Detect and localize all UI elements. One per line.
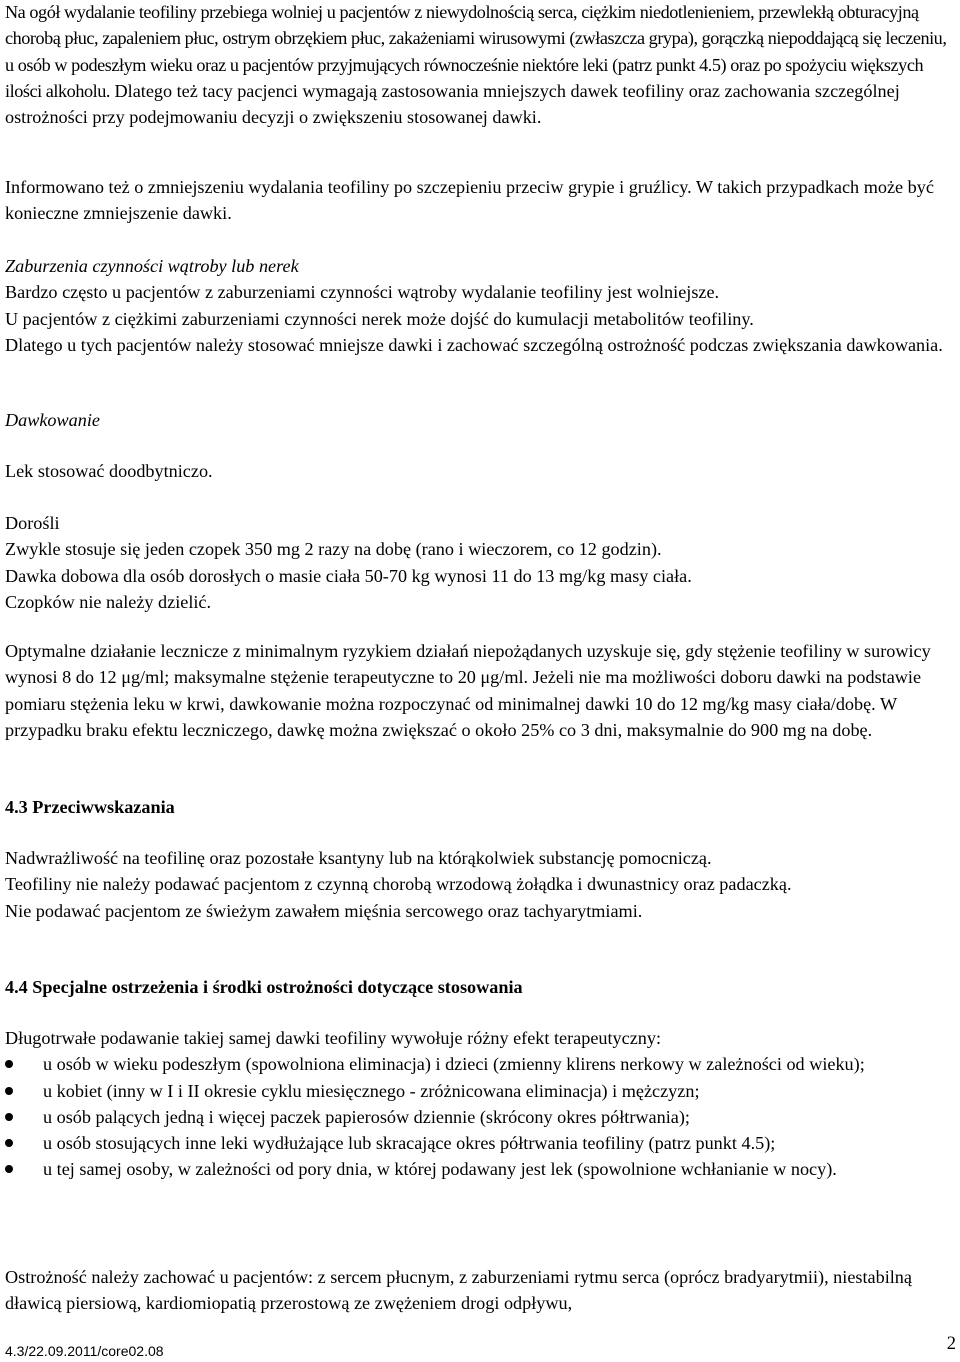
adults-no-split: Czopków nie należy dzielić.: [5, 591, 212, 612]
warnings-list: [5, 1051, 953, 1182]
vaccination-paragraph: Informowano też o zmniejszeniu wydalania teofiliny po szczepieniu przeciw grypie i gruźlicy. W takich przypadkach może być konieczne zmniejszenie dawki.: [5, 177, 934, 224]
list-item-text: u kobiet (inny w I i II okresie cyklu miesięcznego - zróżnicowana eliminacja) i mężczyzn;: [43, 1080, 700, 1101]
contraindication-ulcer-epilepsy: Teofiliny nie należy podawać pacjentom z czynną chorobą wrzodową żołądka i dwunastnicy oraz padaczką.: [5, 874, 792, 895]
contraindications-section: [5, 845, 953, 924]
liver-kidney-section: [5, 253, 953, 358]
document-identifier: 4.3/22.09.2011/core02.08: [5, 1343, 164, 1359]
list-item-text: u tej samej osoby, w zależności od pory dnia, w której podawany jest lek (spowolnione wchłanianie w nocy).: [43, 1159, 837, 1180]
contraindications-heading: 4.3 Przeciwwskazania: [5, 797, 175, 817]
warnings-section: [5, 1025, 953, 1183]
list-item: [5, 1078, 953, 1104]
dosage-route: Lek stosować doodbytniczo.: [5, 461, 213, 481]
list-item-text: u osób w wieku podeszłym (spowolniona eliminacja) i dzieci (zmienny klirens nerkowy w zależności od wieku);: [43, 1054, 865, 1075]
caution-paragraph: Ostrożność należy zachować u pacjentów: z sercem płucnym, z zaburzeniami rytmu serca (oprócz bradyarytmii), niestabilną dławicą piersiową, kardiomiopatią przerostową ze zwężeniem drogi odpływu,: [5, 1267, 912, 1314]
liver-kidney-advice: Dlatego u tych pacjentów należy stosować mniejsze dawki i zachować szczególną ostrożność podczas zwiększania dawkowania.: [5, 334, 943, 355]
list-item: [5, 1104, 953, 1130]
intro-paragraph: [5, 0, 953, 130]
bullet-icon: [5, 1087, 13, 1095]
list-item: [5, 1130, 953, 1156]
contraindication-hypersensitivity: Nadwrażliwość na teofilinę oraz pozostałe ksantyny lub na którąkolwiek substancję pomocniczą.: [5, 848, 712, 868]
adults-daily-dose: Dawka dobowa dla osób dorosłych o masie ciała 50-70 kg wynosi 11 do 13 mg/kg masy ciała.: [5, 565, 692, 586]
intro-text-continued: Dlatego też tacy pacjenci wymagają zastosowania mniejszych dawek teofiliny oraz zachowania szczególnej ostrożności przy podejmowaniu decyzji o zwiększeniu stosowanej dawki.: [5, 80, 900, 128]
page-number: 2: [946, 1334, 956, 1354]
bullet-icon: [5, 1113, 13, 1121]
list-item: [5, 1156, 953, 1182]
bullet-icon: [5, 1139, 13, 1147]
liver-kidney-heading: Zaburzenia czynności wątroby lub nerek: [5, 256, 299, 276]
warnings-heading: 4.4 Specjalne ostrzeżenia i środki ostrożności dotyczące stosowania: [5, 977, 523, 997]
adults-section: [5, 510, 953, 615]
list-item: [5, 1051, 953, 1077]
adults-dose: Zwykle stosuje się jeden czopek 350 mg 2 razy na dobę (rano i wieczorem, co 12 godzin).: [5, 539, 662, 560]
bullet-icon: [5, 1060, 13, 1068]
liver-text: Bardzo często u pacjentów z zaburzeniami czynności wątroby wydalanie teofiliny jest wolniejsze.: [5, 282, 720, 303]
list-item-text: u osób palących jedną i więcej paczek papierosów dziennie (skrócony okres półtrwania);: [43, 1106, 690, 1127]
contraindication-infarction: Nie podawać pacjentom ze świeżym zawałem mięśnia sercowego oraz tachyarytmiami.: [5, 900, 643, 921]
list-item-text: u osób stosujących inne leki wydłużające lub skracające okres półtrwania teofiliny (patrz punkt 4.5);: [43, 1133, 776, 1154]
dosage-heading: Dawkowanie: [5, 410, 100, 430]
intro-text: Na ogół wydalanie teofiliny przebiega wolniej u pacjentów z niewydolnością serca, ciężkim niedotlenieniem, przewlekłą obturacyjną chorobą płuc, zapaleniem płuc, ostrym obrzękiem płuc, zakażeniami wirusowymi (zwłaszcza grypa), gorączką niepoddającą się leczeniu, u osób w podeszłym wieku oraz u pacjentów przyjmujących równocześnie niektóre leki (patrz punkt 4.5) oraz po spożyciu większych ilości alkoholu.: [5, 2, 947, 101]
bullet-icon: [5, 1165, 13, 1173]
optimal-dosing-paragraph: Optymalne działanie lecznicze z minimalnym ryzykiem działań niepożądanych uzyskuje się, gdy stężenie teofiliny w surowicy wynosi 8 do 12 μg/ml; maksymalne stężenie terapeutyczne to 20 μg/ml. Jeżeli nie ma możliwości doboru dawki na podstawie pomiaru stężenia leku w krwi, dawkowanie można rozpoczynać od minimalnej dawki 10 do 12 mg/kg masy ciała/dobę. W przypadku braku efektu leczniczego, dawkę można zwiększać o około 25% co 3 dni, maksymalnie do 900 mg na dobę.: [5, 641, 931, 740]
kidney-text: U pacjentów z ciężkimi zaburzeniami czynności nerek może dojść do kumulacji metabolitów teofiliny.: [5, 308, 754, 329]
adults-heading: Dorośli: [5, 513, 60, 533]
warnings-intro: Długotrwałe podawanie takiej samej dawki teofiliny wywołuje różny efekt terapeutyczny:: [5, 1028, 662, 1048]
